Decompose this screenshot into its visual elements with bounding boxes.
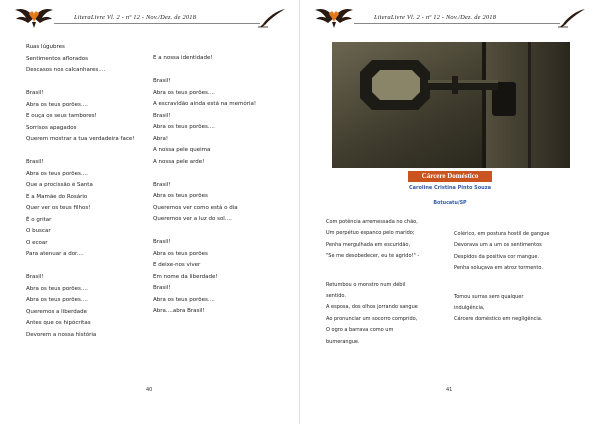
poem-line: Querem mostrar a tua verdadeira face! bbox=[26, 136, 135, 142]
poem-line: Para atenuar a dor.... bbox=[26, 251, 84, 257]
poem-line bbox=[26, 77, 134, 89]
page-number: 41 bbox=[446, 387, 453, 393]
poem-line: É o gritar bbox=[26, 216, 52, 223]
poem-line: Brasil! bbox=[153, 112, 171, 119]
poem-line: Retumbou o monstro num débil bbox=[326, 281, 406, 288]
poem-line: Colérico, em postura hostil de gangue bbox=[454, 231, 550, 237]
poem-line: Abra....abra Brasil! bbox=[153, 308, 205, 314]
poem-line: Quer ver os teus filhos! bbox=[26, 205, 91, 211]
poem-line: Abra! bbox=[153, 135, 169, 142]
poem-line bbox=[454, 275, 550, 292]
poem-line bbox=[153, 226, 256, 238]
poem-line: Queremos ver a luz do sol.... bbox=[153, 216, 232, 222]
poem-line bbox=[326, 263, 419, 280]
poem-line: Penha mergulhada em escuridão, bbox=[326, 241, 411, 248]
header-title: LiteraLivre Vl. 2 - nº 12 - Nov./Dez. de 2018 bbox=[374, 14, 497, 21]
poem-line: Brasil! bbox=[26, 274, 44, 280]
poem-line: E a Mamãe do Rosário bbox=[26, 193, 88, 200]
poem-line: A nossa pele arde! bbox=[153, 158, 205, 165]
poem-line: Abra os teus porões bbox=[153, 193, 208, 199]
poem-line: indulgência, bbox=[454, 304, 485, 311]
poem-line: Sentimentos aflorados bbox=[26, 55, 88, 62]
poem-line: Devorava um a um os sentimentos bbox=[454, 242, 542, 249]
page-number: 40 bbox=[146, 387, 153, 393]
poem-line: Tomou surras sem qualquer bbox=[454, 293, 524, 300]
poem-line: A esposa, dos olhos jorrando sangue bbox=[326, 304, 418, 311]
poem-line: Que a procissão é Santa bbox=[26, 182, 93, 188]
poem-line: Abra os teus porões.... bbox=[26, 285, 88, 292]
poem-line: Com potência arremessada no chão, bbox=[326, 219, 418, 225]
poem-line: O ecoar bbox=[26, 239, 48, 246]
poem-column-2 bbox=[153, 53, 256, 318]
poem-line: E a nossa identidade! bbox=[153, 55, 213, 61]
poem-line: Abra os teus porões.... bbox=[153, 124, 215, 130]
key-in-lock-photo bbox=[332, 42, 570, 168]
poem-line bbox=[153, 65, 256, 77]
poem-line bbox=[26, 261, 134, 273]
poem-column-1 bbox=[326, 217, 419, 348]
poem-line: Brasil! bbox=[26, 90, 44, 96]
poem-line: A escravidão ainda está na memória! bbox=[153, 101, 257, 107]
poem-line: Brasil! bbox=[153, 78, 171, 84]
poem-line: Descasos nos calcanhares.... bbox=[26, 67, 106, 73]
poem-location: Botucatu/SP bbox=[433, 201, 467, 206]
quill-pen-icon bbox=[558, 8, 586, 28]
poem-author: Caroline Cristina Pinto Souza bbox=[408, 185, 492, 191]
poem-line: Brasil! bbox=[153, 239, 171, 245]
poem-column-2 bbox=[454, 229, 550, 326]
poem-line: "Se me desobedecer, eu te agrido!" - bbox=[326, 253, 420, 260]
poem-line: Despidos da positiva cor mangue. bbox=[454, 253, 540, 260]
left-page-header bbox=[14, 6, 286, 30]
poem-line: Brasil! bbox=[26, 159, 44, 165]
poem-line: E deixe-nos viver bbox=[153, 262, 201, 268]
poem-line: bumerangue. bbox=[326, 338, 360, 345]
poem-line bbox=[153, 168, 256, 180]
poem-line bbox=[26, 146, 134, 158]
poem-line: Brasil! bbox=[153, 181, 171, 188]
poem-line: Abra os teus porões.... bbox=[153, 296, 215, 303]
poem-line: Sorrisos apagados bbox=[26, 124, 77, 131]
header-rule bbox=[54, 23, 260, 24]
poem-title-badge: Cárcere Doméstico bbox=[408, 171, 492, 182]
poem-line: Penha soluçava em atroz tormento. bbox=[454, 265, 543, 272]
poem-line: O buscar bbox=[26, 228, 51, 234]
poem-line: Abra os teus porões bbox=[153, 250, 208, 257]
winged-bird-logo-icon bbox=[314, 6, 354, 30]
right-page-header bbox=[314, 6, 586, 30]
poem-line: Abra os teus porões.... bbox=[26, 101, 88, 108]
header-rule bbox=[354, 23, 560, 24]
poem-line: sentido. bbox=[326, 292, 346, 299]
winged-bird-logo-icon bbox=[14, 6, 54, 30]
poem-line: Brasil! bbox=[153, 285, 171, 291]
poem-line: O ogro a barrava como um bbox=[326, 327, 394, 334]
poem-line: Antes que os hipócritas bbox=[26, 320, 91, 326]
poem-line: Um perpétuo espanco pelo marido; bbox=[326, 230, 415, 237]
poem-line: Queremos a liberdade bbox=[26, 308, 88, 315]
header-title: LiteraLivre Vl. 2 - nº 12 - Nov./Dez. de 2018 bbox=[74, 14, 197, 21]
poem-line: Ruas lúgubres bbox=[26, 44, 65, 50]
poem-line: Em nome da liberdade! bbox=[153, 273, 218, 280]
poem-line: Devorem a nossa história bbox=[26, 331, 97, 338]
poem-line: Abra os teus porões.... bbox=[26, 170, 88, 177]
poem-line: Abra os teus porões.... bbox=[153, 89, 215, 96]
poem-line: Ao pronunciar um socorro comprido, bbox=[326, 315, 418, 322]
poem-line: Cárcere doméstico em negligência. bbox=[454, 316, 543, 323]
quill-pen-icon bbox=[258, 8, 286, 28]
poem-line: A nossa pele queima bbox=[153, 147, 211, 153]
poem-line: Queremos ver como está o dia bbox=[153, 204, 238, 211]
poem-line: E ouça os seus tambores! bbox=[26, 113, 97, 119]
poem-column-1 bbox=[26, 42, 134, 341]
poem-line: Abra os teus porões.... bbox=[26, 297, 88, 303]
